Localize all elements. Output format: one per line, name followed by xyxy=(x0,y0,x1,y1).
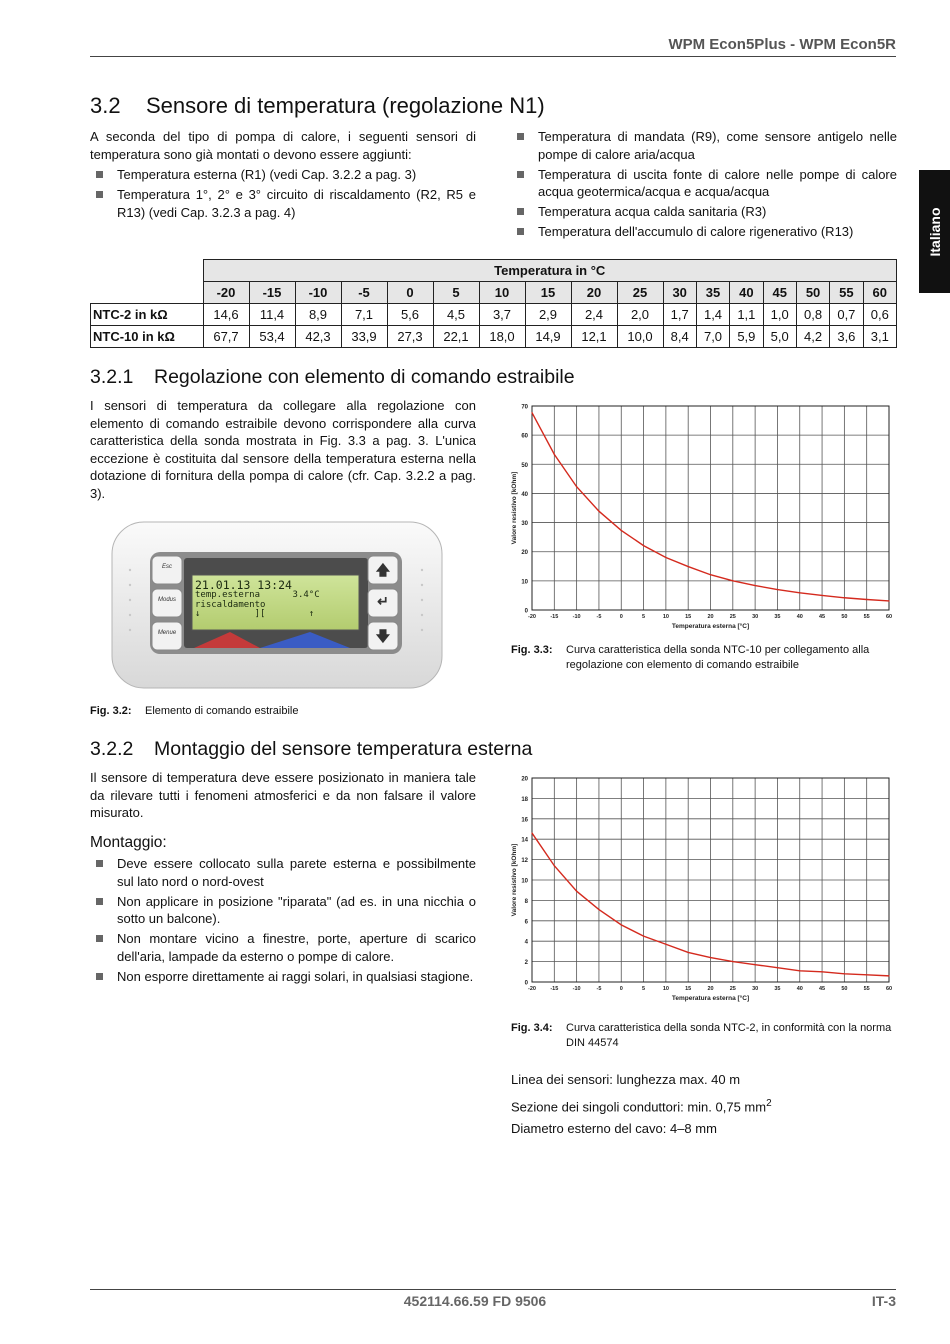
language-tab xyxy=(919,170,950,293)
caption-text: Elemento di comando estraibile xyxy=(145,705,299,717)
data-point xyxy=(531,412,532,413)
data-point xyxy=(688,952,689,953)
data-point xyxy=(576,486,577,487)
up-arrow-button[interactable]: 🡅 xyxy=(375,562,391,578)
resistance-cell: 14,9 xyxy=(525,326,571,348)
data-point xyxy=(665,557,666,558)
x-tick-label: -5 xyxy=(596,614,602,620)
resistance-cell: 53,4 xyxy=(249,326,295,348)
bullet-square-icon xyxy=(96,860,103,867)
x-tick-label: 45 xyxy=(819,614,826,620)
y-tick-label: 60 xyxy=(521,433,528,440)
spec-cable-length: Linea dei sensori: lunghezza max. 40 m xyxy=(511,1072,741,1087)
temperature-cell: 25 xyxy=(617,282,663,304)
table-row xyxy=(91,304,897,326)
chart-ntc10-svg xyxy=(509,400,897,636)
resistance-cell: 0,8 xyxy=(796,304,829,326)
x-tick-label: -10 xyxy=(572,986,581,992)
resistance-cell: 27,3 xyxy=(387,326,433,348)
resistance-cell: 7,0 xyxy=(696,326,729,348)
resistance-cell: 2,0 xyxy=(617,304,663,326)
y-tick-label: 40 xyxy=(521,491,528,498)
row-label: NTC-10 in kΩ xyxy=(91,326,204,348)
y-tick-label: 0 xyxy=(524,608,528,615)
x-tick-label: 50 xyxy=(841,986,848,992)
y-tick-label: 14 xyxy=(521,837,528,844)
x-tick-label: 60 xyxy=(885,614,893,620)
x-tick-label: 25 xyxy=(729,986,736,992)
y-tick-label: 6 xyxy=(524,919,528,926)
y-tick-label: 12 xyxy=(521,858,528,865)
list-item: Temperatura di uscita fonte di calore nelle pompe di calore acqua geotermica/acqua e acqua/acqua xyxy=(511,166,897,201)
resistance-cell: 67,7 xyxy=(203,326,249,348)
x-tick-label: -20 xyxy=(528,614,536,620)
x-tick-label: 15 xyxy=(685,986,692,992)
resistance-cell: 3,1 xyxy=(863,326,896,348)
resistance-cell: 0,7 xyxy=(830,304,863,326)
section-heading xyxy=(90,93,545,119)
data-point xyxy=(755,585,756,586)
list-item: Temperatura dell'accumulo di calore rigenerativo (R13) xyxy=(511,223,897,241)
temperature-cell: -15 xyxy=(249,282,295,304)
list-item: Temperatura 1°, 2° e 3° circuito di riscaldamento (R2, R5 e R13) (vedi Cap. 3.2.3 a pag. 4) xyxy=(90,186,476,221)
data-point xyxy=(777,589,778,590)
x-tick-label: 55 xyxy=(863,614,870,620)
y-axis-label: Valore resistivo [kOhm] xyxy=(511,843,518,917)
temperature-cell: 35 xyxy=(696,282,729,304)
y-tick-label: 4 xyxy=(524,939,528,946)
section-title: Sensore di temperatura (regolazione N1) xyxy=(146,93,545,118)
lcd-line-mode: riscaldamento xyxy=(195,599,266,610)
bullet-square-icon xyxy=(517,133,524,140)
language-tab-label: Italiano xyxy=(926,206,943,257)
data-point xyxy=(531,832,532,833)
data-point xyxy=(688,566,689,567)
resistance-cell: 5,6 xyxy=(387,304,433,326)
x-tick-label: 40 xyxy=(796,614,803,620)
list-item: Non applicare in posizione "riparata" (ad es. in una nicchia o sotto un balcone). xyxy=(90,893,476,928)
data-point xyxy=(844,973,845,974)
bullet-square-icon xyxy=(517,208,524,215)
down-arrow-button[interactable]: 🡇 xyxy=(375,628,391,644)
x-tick-label: -15 xyxy=(550,614,559,620)
x-tick-label: 25 xyxy=(729,614,736,620)
y-tick-label: 8 xyxy=(524,898,528,905)
x-tick-label: -15 xyxy=(550,986,559,992)
data-point xyxy=(576,891,577,892)
resistance-cell: 4,2 xyxy=(796,326,829,348)
x-tick-label: 10 xyxy=(662,986,669,992)
y-tick-label: 20 xyxy=(521,776,528,783)
resistance-cell: 8,9 xyxy=(295,304,341,326)
x-axis-label: Temperatura esterna [°C] xyxy=(671,995,750,1002)
figure-caption-3-3 xyxy=(511,643,897,673)
temperature-cell: 45 xyxy=(763,282,796,304)
row-label: NTC-2 in kΩ xyxy=(91,304,204,326)
x-tick-label: 5 xyxy=(642,986,646,992)
x-tick-label: 0 xyxy=(619,986,623,992)
x-tick-label: 20 xyxy=(707,986,714,992)
list-item: Non esporre direttamente ai raggi solari, in qualsiasi stagione. xyxy=(90,968,476,986)
bullet-square-icon xyxy=(96,935,103,942)
y-tick-label: 2 xyxy=(524,960,528,967)
bullet-square-icon xyxy=(96,898,103,905)
temperature-cell: 20 xyxy=(571,282,617,304)
right-bullet-list xyxy=(511,128,897,244)
spec-conductor-section: Sezione dei singoli conduttori: min. 0,75 $mm^2$ xyxy=(511,1098,772,1115)
figure-caption-3-4 xyxy=(511,1021,897,1051)
resistance-cell: 2,4 xyxy=(571,304,617,326)
subsection-number: 3.2.2 xyxy=(90,738,134,760)
caption-text: Curva caratteristica della sonda NTC-2, in conformità con la norma DIN 44574 xyxy=(566,1022,892,1049)
bullet-square-icon xyxy=(96,973,103,980)
lcd-line-temp: temp.esterna 3.4°C xyxy=(195,590,320,600)
table-row xyxy=(91,282,897,304)
list-item: Deve essere collocato sulla parete esterna e possibilmente sul lato nord o nord-ovest xyxy=(90,855,476,890)
ntc-table xyxy=(90,259,897,348)
x-tick-label: 30 xyxy=(752,986,759,992)
x-tick-label: 10 xyxy=(662,614,669,620)
data-point xyxy=(888,600,889,601)
resistance-cell: 5,9 xyxy=(730,326,763,348)
section-number: 3.2 xyxy=(90,93,121,118)
caption-label: Fig. 3.2: xyxy=(90,705,132,717)
subsection-heading-1 xyxy=(90,366,575,389)
montaggio-title: Montaggio: xyxy=(90,834,167,851)
table-header: Temperatura in °C xyxy=(203,260,897,282)
data-point xyxy=(710,574,711,575)
resistance-cell: 1,7 xyxy=(663,304,696,326)
menu-button[interactable]: Menue xyxy=(157,630,177,636)
caption-label: Fig. 3.4: xyxy=(511,1022,553,1034)
data-point xyxy=(866,599,867,600)
temperature-cell: -20 xyxy=(203,282,249,304)
x-tick-label: 35 xyxy=(774,614,781,620)
resistance-cell: 1,0 xyxy=(763,304,796,326)
resistance-cell: 33,9 xyxy=(341,326,387,348)
y-tick-label: 20 xyxy=(521,550,528,557)
bullet-square-icon xyxy=(96,171,103,178)
list-item: Temperatura esterna (R1) (vedi Cap. 3.2.2 a pag. 3) xyxy=(90,166,476,184)
x-tick-label: 20 xyxy=(707,614,714,620)
x-tick-label: 35 xyxy=(774,986,781,992)
x-tick-label: 0 xyxy=(619,614,623,620)
caption-label: Fig. 3.3: xyxy=(511,644,553,656)
montaggio-list xyxy=(90,855,476,988)
header-rule xyxy=(90,56,896,57)
data-point xyxy=(665,944,666,945)
subsection-title: Montaggio del sensore temperatura esterna xyxy=(154,738,533,760)
resistance-cell: 14,6 xyxy=(203,304,249,326)
data-point xyxy=(643,936,644,937)
resistance-cell: 18,0 xyxy=(479,326,525,348)
resistance-cell: 7,1 xyxy=(341,304,387,326)
y-tick-label: 70 xyxy=(521,404,528,411)
data-point xyxy=(732,580,733,581)
temperature-cell: 10 xyxy=(479,282,525,304)
lcd-line-datetime: 21.01.13 13:24 xyxy=(195,578,292,592)
resistance-cell: 3,7 xyxy=(479,304,525,326)
table-row xyxy=(91,326,897,348)
list-item: Temperatura acqua calda sanitaria (R3) xyxy=(511,203,897,221)
list-item: Temperatura di mandata (R9), come sensore antigelo nelle pompe di calore aria/acqua xyxy=(511,128,897,163)
resistance-cell: 3,6 xyxy=(830,326,863,348)
resistance-cell: 2,9 xyxy=(525,304,571,326)
data-point xyxy=(621,530,622,531)
temperature-cell: -10 xyxy=(295,282,341,304)
data-point xyxy=(888,975,889,976)
resistance-cell: 5,0 xyxy=(763,326,796,348)
temperature-cell: 55 xyxy=(830,282,863,304)
x-tick-label: -5 xyxy=(596,986,602,992)
bullet-square-icon xyxy=(517,171,524,178)
control-unit-image xyxy=(110,520,444,690)
resistance-cell: 4,5 xyxy=(433,304,479,326)
footer-rule xyxy=(90,1289,896,1290)
spec-cable-diameter: Diametro esterno del cavo: 4–8 mm xyxy=(511,1121,717,1136)
data-point xyxy=(598,511,599,512)
temperature-cell: 5 xyxy=(433,282,479,304)
x-tick-label: 50 xyxy=(841,614,848,620)
y-axis-label: Valore resistivo [kOhm] xyxy=(511,471,518,545)
temperature-cell: 50 xyxy=(796,282,829,304)
bullet-square-icon xyxy=(517,228,524,235)
data-point xyxy=(821,595,822,596)
data-point xyxy=(844,597,845,598)
resistance-cell: 1,1 xyxy=(730,304,763,326)
footer-page-number: IT-3 xyxy=(871,1293,896,1309)
y-tick-label: 18 xyxy=(521,796,528,803)
lcd-screen xyxy=(195,579,357,620)
data-point xyxy=(866,974,867,975)
figure-caption-3-2 xyxy=(90,704,476,719)
y-tick-label: 16 xyxy=(521,817,528,824)
x-tick-label: -20 xyxy=(528,986,536,992)
resistance-cell: 22,1 xyxy=(433,326,479,348)
temperature-cell: 60 xyxy=(863,282,896,304)
x-tick-label: -10 xyxy=(572,614,581,620)
temperature-cell: 15 xyxy=(525,282,571,304)
temperature-cell: 40 xyxy=(730,282,763,304)
data-point xyxy=(777,967,778,968)
subsection-text-1: I sensori di temperatura da collegare alla regolazione con elemento di comando estraibile devono corrispondere alla curva caratteristica della sonda mostrata in Fig. 3.3 a pag. 3. L'unica eccezione è costituita dal sensore della temperatura esterna nella dotazione di fornitura della pompa di calore (cfr. Cap. 3.2.2 a pag. 3). xyxy=(90,398,476,501)
y-tick-label: 30 xyxy=(521,521,528,528)
x-tick-label: 5 xyxy=(642,614,646,620)
data-point xyxy=(598,909,599,910)
list-item: Non montare vicino a finestre, porte, aperture di scarico dell'aria, lampade da esterno o pompe di calore. xyxy=(90,930,476,965)
x-tick-label: 40 xyxy=(796,986,803,992)
y-tick-label: 0 xyxy=(524,980,528,987)
subsection-text-2: Il sensore di temperatura deve essere posizionato in maniera tale da rilevare tutti i fenomeni atmosferici e da non falsare il valore misurato. xyxy=(90,770,476,821)
section-intro: A seconda del tipo di pompa di calore, i seguenti sensori di temperatura sono già montati o devono essere aggiunti: xyxy=(90,129,476,162)
data-point xyxy=(710,957,711,958)
x-axis-label: Temperatura esterna [°C] xyxy=(671,623,750,630)
lcd-line-nav: ↓ ][ ↑ xyxy=(195,609,315,619)
x-tick-label: 45 xyxy=(819,986,826,992)
resistance-cell: 42,3 xyxy=(295,326,341,348)
left-bullet-list xyxy=(90,166,476,224)
subsection-title: Regolazione con elemento di comando estraibile xyxy=(154,366,575,388)
x-tick-label: 60 xyxy=(885,986,893,992)
y-tick-label: 10 xyxy=(521,579,528,586)
temperature-cell: 30 xyxy=(663,282,696,304)
x-tick-label: 55 xyxy=(863,986,870,992)
resistance-cell: 0,6 xyxy=(863,304,896,326)
esc-button[interactable]: Esc xyxy=(161,564,172,570)
resistance-cell: 8,4 xyxy=(663,326,696,348)
resistance-cell: 10,0 xyxy=(617,326,663,348)
y-tick-label: 50 xyxy=(521,462,528,469)
chart-ntc10 xyxy=(509,400,897,636)
bullet-square-icon xyxy=(96,191,103,198)
resistance-cell: 1,4 xyxy=(696,304,729,326)
chart-ntc2 xyxy=(509,772,897,1008)
footer-doc-number: 452114.66.59 FD 9506 xyxy=(403,1293,547,1309)
subsection-heading-2 xyxy=(90,738,532,761)
data-point xyxy=(554,865,555,866)
temperature-cell: -5 xyxy=(341,282,387,304)
resistance-cell: 12,1 xyxy=(571,326,617,348)
caption-text: Curva caratteristica della sonda NTC-10 per collegamento alla regolazione con elemento di comando estraibile xyxy=(566,644,870,671)
x-tick-label: 15 xyxy=(685,614,692,620)
enter-button[interactable]: ↵ xyxy=(377,593,389,609)
data-point xyxy=(643,545,644,546)
data-point xyxy=(554,454,555,455)
data-point xyxy=(755,964,756,965)
subsection-number: 3.2.1 xyxy=(90,366,134,388)
temperature-cell: 0 xyxy=(387,282,433,304)
data-point xyxy=(799,970,800,971)
y-tick-label: 10 xyxy=(521,878,528,885)
data-point xyxy=(799,592,800,593)
data-point xyxy=(732,961,733,962)
resistance-cell: 11,4 xyxy=(249,304,295,326)
header-title: WPM Econ5Plus - WPM Econ5R xyxy=(668,36,896,53)
data-point xyxy=(821,971,822,972)
x-tick-label: 30 xyxy=(752,614,759,620)
chart-ntc2-svg xyxy=(509,772,897,1008)
mode-button[interactable]: Modus xyxy=(157,597,176,603)
data-point xyxy=(621,924,622,925)
